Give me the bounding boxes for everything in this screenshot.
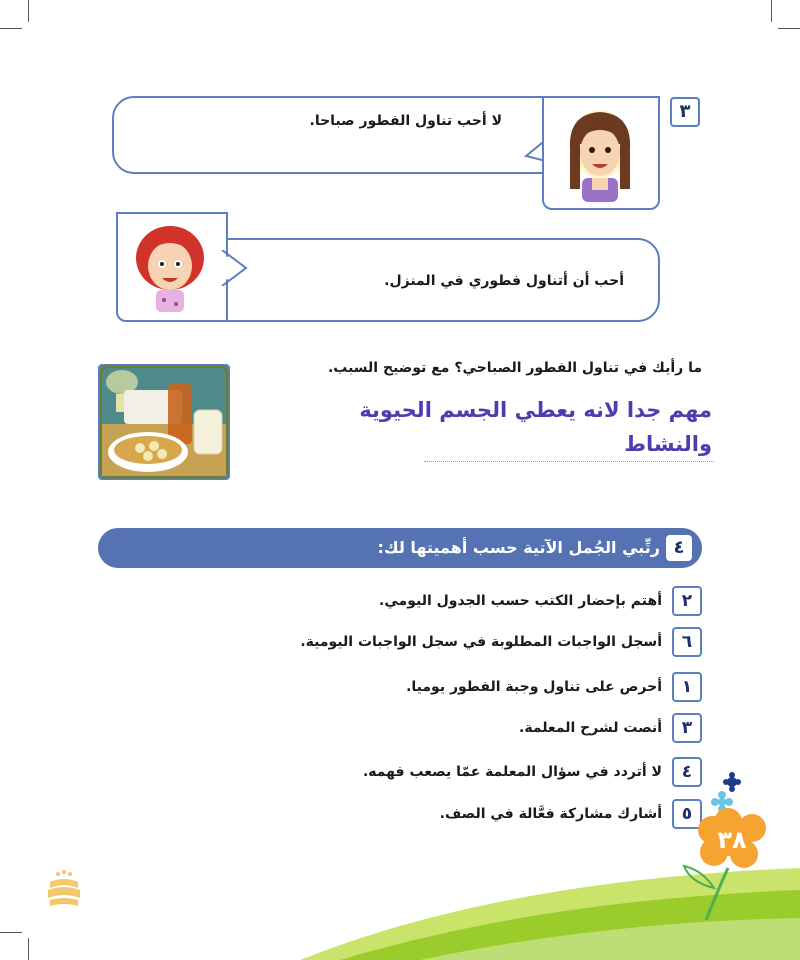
rank-number: ٣: [672, 713, 702, 743]
item-text: أسجل الواجبات المطلوبة في سجل الواجبات اليومية.: [300, 634, 662, 650]
crop-mark: [28, 938, 29, 960]
speech-bubble-tail: [220, 250, 250, 286]
rank-number: ٥: [672, 799, 702, 829]
list-item: [440, 799, 702, 829]
section4-title: رتِّبي الجُمل الآتية حسب أهميتها لك:: [377, 538, 660, 557]
item-text: أشارك مشاركة فعَّالة في الصف.: [439, 806, 662, 822]
opinion-answer-line2: والنشاط: [624, 432, 712, 456]
breakfast-photo: [98, 364, 230, 480]
answer-dotted-line: [424, 461, 714, 462]
rank-number: ١: [672, 672, 702, 702]
crop-mark: [771, 0, 772, 22]
list-item: [519, 713, 702, 743]
question-number-3: ٣: [670, 97, 700, 127]
item-text: أهتم بإحضار الكتب حسب الجدول اليومي.: [379, 593, 662, 609]
list-item: [300, 627, 702, 657]
crop-mark: [778, 28, 800, 29]
opinion-question: ما رأيك في تناول الفطور الصباحي؟ مع توضيح السبب.: [327, 360, 702, 376]
girl-brown-hair-illustration: [552, 104, 648, 204]
page-number: ٣٨: [717, 826, 747, 854]
item-text: لا أتردد في سؤال المعلمة عمّا يصعب فهمه.: [362, 764, 662, 780]
rank-number: ٢: [672, 586, 702, 616]
crop-mark: [0, 28, 22, 29]
section4-number: ٤: [666, 535, 692, 561]
speech-bubble-1: [112, 96, 571, 174]
rank-number: ٤: [672, 757, 702, 787]
crop-mark: [28, 0, 29, 22]
list-item: [379, 586, 702, 616]
item-text: أحرص على تناول وجبة الفطور يوميا.: [406, 679, 662, 695]
list-item: [363, 757, 702, 787]
girl2-speech-text: أحب أن أتناول فطوري في المنزل.: [384, 273, 624, 289]
publisher-logo-icon: [44, 868, 84, 910]
girl1-speech-text: لا أحب تناول الفطور صباحا.: [309, 113, 502, 129]
opinion-answer-line1: مهم جدا لانه يعطي الجسم الحيوية: [359, 398, 712, 422]
girl-red-hair-illustration: [124, 220, 216, 314]
rank-number: ٦: [672, 627, 702, 657]
list-item: [406, 672, 702, 702]
item-text: أنصت لشرح المعلمة.: [519, 720, 662, 736]
crop-mark: [0, 932, 22, 933]
